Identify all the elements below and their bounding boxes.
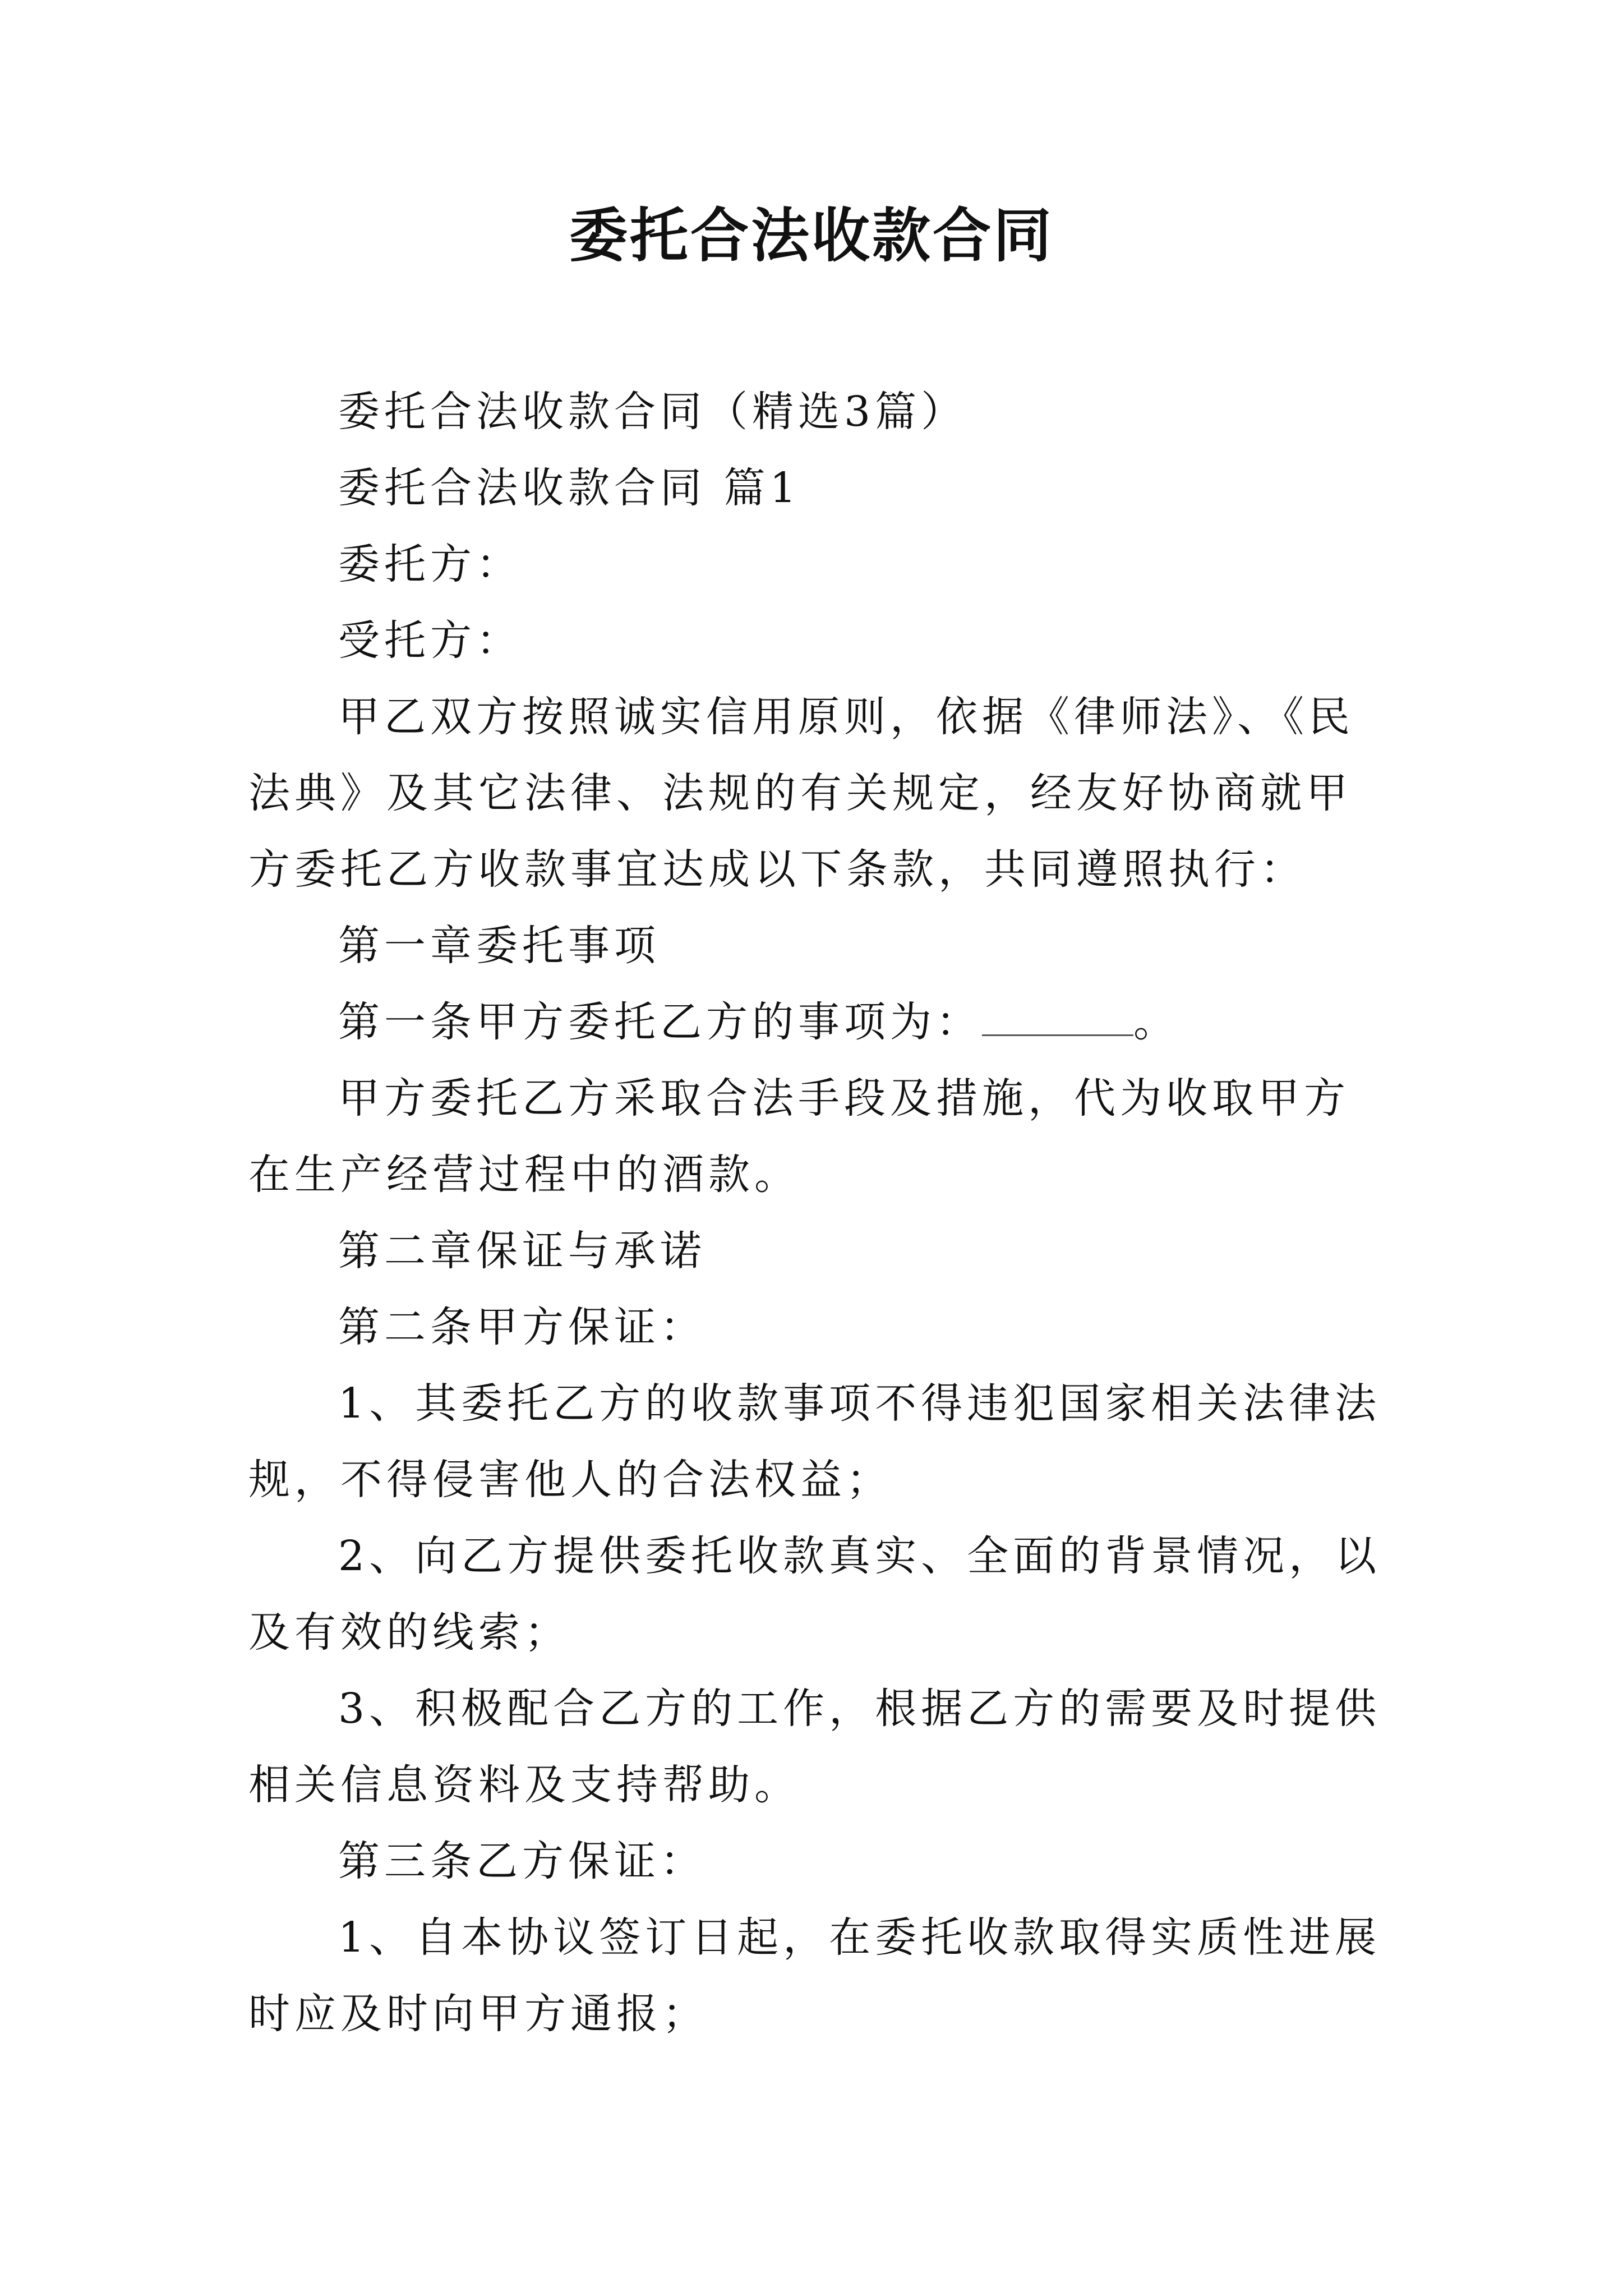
paragraph-chapter-1: 第一章委托事项: [338, 922, 660, 970]
fill-in-blank: [982, 1001, 1133, 1036]
paragraph-section-heading: 委托合法收款合同 篇1: [338, 464, 801, 512]
paragraph-article-1-detail: 甲方委托乙方采取合法手段及措施，代为收取甲方在生产经营过程中的酒款。: [248, 1074, 1350, 1199]
paragraph-chapter-2: 第二章保证与承诺: [338, 1227, 706, 1275]
paragraph-subtitle: 委托合法收款合同（精选3篇）: [338, 388, 967, 436]
paragraph-article-3: 第三条乙方保证：: [338, 1837, 706, 1885]
paragraph-article-2-item-1: 1、其委托乙方的收款事项不得违犯国家相关法律法规，不得侵害他人的合法权益；: [248, 1379, 1381, 1504]
paragraph-article-1: [248, 984, 1391, 1060]
paragraph-article-3-item-1: 1、自本协议签订日起，在委托收款取得实质性进展时应及时向甲方通报；: [248, 1913, 1381, 2038]
article-1-text: 第一条甲方委托乙方的事项为：: [338, 998, 982, 1046]
article-1-suffix: 。: [1133, 998, 1179, 1046]
paragraph-article-2-item-3: 3、积极配合乙方的工作，根据乙方的需要及时提供相关信息资料及支持帮助。: [248, 1685, 1381, 1809]
paragraph-client: 委托方：: [338, 540, 522, 588]
paragraph-preamble: 甲乙双方按照诚实信用原则，依据《律师法》、《民法典》及其它法律、法规的有关规定，经友好协商就甲方委托乙方收款事宜达成以下条款，共同遵照执行：: [248, 693, 1354, 894]
document-title: 委托合法收款合同: [569, 201, 1054, 270]
paragraph-article-2-item-2: 2、向乙方提供委托收款真实、全面的背景情况，以及有效的线索；: [248, 1532, 1381, 1657]
document-body: [248, 374, 1391, 2052]
paragraph-article-2: 第二条甲方保证：: [338, 1303, 706, 1351]
paragraph-trustee: 受托方：: [338, 616, 522, 665]
